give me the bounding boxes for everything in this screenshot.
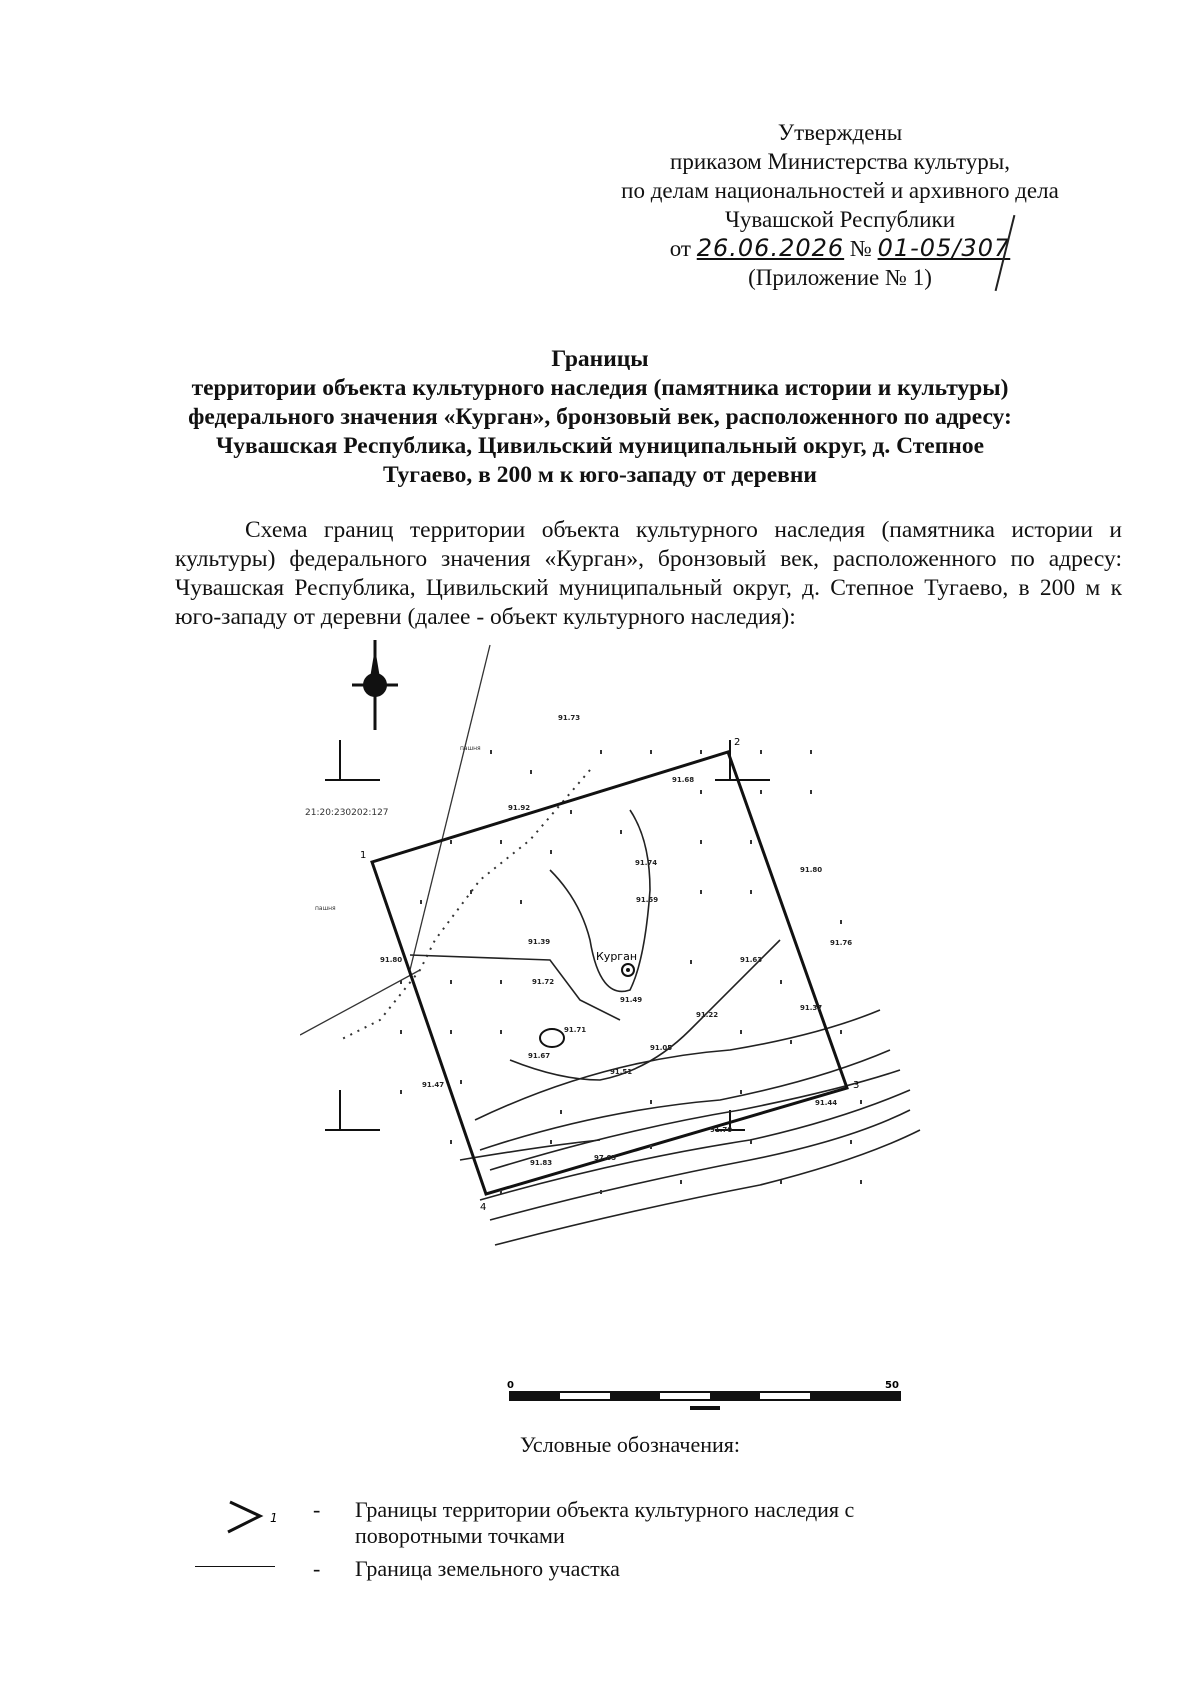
legend-text-line-1: Граница земельного участка bbox=[355, 1556, 620, 1581]
svg-text:91.80: 91.80 bbox=[380, 956, 403, 964]
corner-label-1: 1 bbox=[360, 850, 367, 861]
grid-cross-marks bbox=[325, 740, 770, 1130]
legend-text-line-2: поворотными точками bbox=[355, 1523, 565, 1548]
svg-text:91.92: 91.92 bbox=[508, 804, 531, 812]
svg-text:91.22: 91.22 bbox=[696, 1011, 719, 1019]
mound-marker bbox=[540, 1029, 564, 1047]
svg-text:91.74: 91.74 bbox=[635, 859, 658, 867]
scheme-description-text: Схема границ территории объекта культурного наследия (памятника истории и культуры) федерального значения «Курган», бронзовый век, расположенного по адресу: Чувашская Республика, Цивильский муниципальный округ, д. Степное Тугаево, в 200 м к юго-западу от деревни (далее - объект культурного наследия): bbox=[175, 517, 1122, 630]
svg-text:91.71: 91.71 bbox=[564, 1026, 587, 1034]
title-line-1: Границы bbox=[551, 346, 649, 372]
legend-item-land-plot bbox=[313, 1556, 933, 1586]
svg-text:91.73: 91.73 bbox=[558, 714, 581, 722]
svg-text:91.37: 91.37 bbox=[800, 1004, 823, 1012]
field-label: пашня bbox=[315, 905, 336, 912]
approval-appendix-label: (Приложение № 1) bbox=[748, 265, 932, 290]
approval-line-1: Утверждены bbox=[777, 120, 903, 145]
approval-line-4: Чувашской Республики bbox=[724, 207, 956, 232]
road-line bbox=[410, 645, 490, 970]
legend-dash: - bbox=[313, 1497, 321, 1522]
legend-dash: - bbox=[313, 1556, 321, 1581]
scale-bar bbox=[505, 1378, 915, 1428]
svg-text:91.76: 91.76 bbox=[830, 939, 853, 947]
handwritten-date: 26.06.2026 bbox=[696, 234, 845, 262]
elevation-labels bbox=[380, 714, 852, 1167]
scheme-description bbox=[175, 516, 1122, 632]
corner-label-2: 2 bbox=[734, 737, 741, 748]
title-line-2: территории объекта культурного наследия (памятника истории и культуры) bbox=[191, 375, 1009, 401]
legend-text-line-1: Границы территории объекта культурного наследия с bbox=[355, 1497, 855, 1522]
approval-line-2: приказом Министерства культуры, bbox=[670, 149, 1010, 174]
svg-text:91.80: 91.80 bbox=[800, 866, 823, 874]
scale-start-label: 0 bbox=[507, 1380, 514, 1391]
corner-label-4: 4 bbox=[480, 1202, 487, 1213]
title-line-3: федерального значения «Курган», бронзовый век, расположенного по адресу: bbox=[188, 404, 1012, 430]
svg-text:91.70: 91.70 bbox=[710, 1126, 733, 1134]
approval-date-line bbox=[560, 234, 1120, 263]
svg-text:91.51: 91.51 bbox=[610, 1068, 633, 1076]
svg-text:91.05: 91.05 bbox=[650, 1044, 673, 1052]
svg-text:91.68: 91.68 bbox=[672, 776, 695, 784]
relief-contours bbox=[410, 810, 920, 1245]
svg-text:91.63: 91.63 bbox=[740, 956, 763, 964]
survey-points bbox=[400, 750, 862, 1194]
cadastral-number: 21:20:230202:127 bbox=[305, 808, 389, 818]
svg-text:91.59: 91.59 bbox=[636, 896, 659, 904]
svg-text:91.47: 91.47 bbox=[422, 1081, 445, 1089]
title-line-4: Чувашская Республика, Цивильский муниципальный округ, д. Степное bbox=[216, 433, 984, 459]
land-plot-line-icon bbox=[195, 1566, 275, 1567]
svg-text:91.49: 91.49 bbox=[620, 996, 643, 1004]
svg-text:91.39: 91.39 bbox=[528, 938, 551, 946]
legend-item-object-boundary bbox=[313, 1497, 933, 1557]
svg-text:91.44: 91.44 bbox=[815, 1099, 838, 1107]
field-label: пашня bbox=[460, 745, 481, 752]
handwritten-order-number: 01-05/307 bbox=[877, 234, 1011, 262]
scale-end-label: 50 bbox=[885, 1380, 899, 1391]
date-prefix: от bbox=[669, 236, 691, 261]
legend-point-label: 1 bbox=[270, 1511, 278, 1525]
svg-text:91.72: 91.72 bbox=[532, 978, 555, 986]
svg-text:91.67: 91.67 bbox=[528, 1052, 551, 1060]
approval-block bbox=[560, 118, 1120, 292]
number-prefix: № bbox=[849, 236, 872, 261]
approval-line-3: по делам национальностей и архивного дела bbox=[621, 178, 1059, 203]
object-boundary bbox=[372, 752, 847, 1194]
boundary-turning-point-icon bbox=[220, 1498, 290, 1538]
svg-text:97.65: 97.65 bbox=[594, 1154, 617, 1162]
legend-title: Условные обозначения: bbox=[520, 1432, 741, 1457]
document-title bbox=[120, 345, 1080, 490]
corner-label-3: 3 bbox=[853, 1080, 860, 1091]
title-line-5: Тугаево, в 200 м к юго-западу от деревни bbox=[383, 462, 817, 488]
object-label: Курган bbox=[596, 950, 638, 963]
north-arrow-icon bbox=[352, 640, 398, 730]
boundary-scheme-map bbox=[300, 640, 940, 1370]
svg-text:91.83: 91.83 bbox=[530, 1159, 553, 1167]
